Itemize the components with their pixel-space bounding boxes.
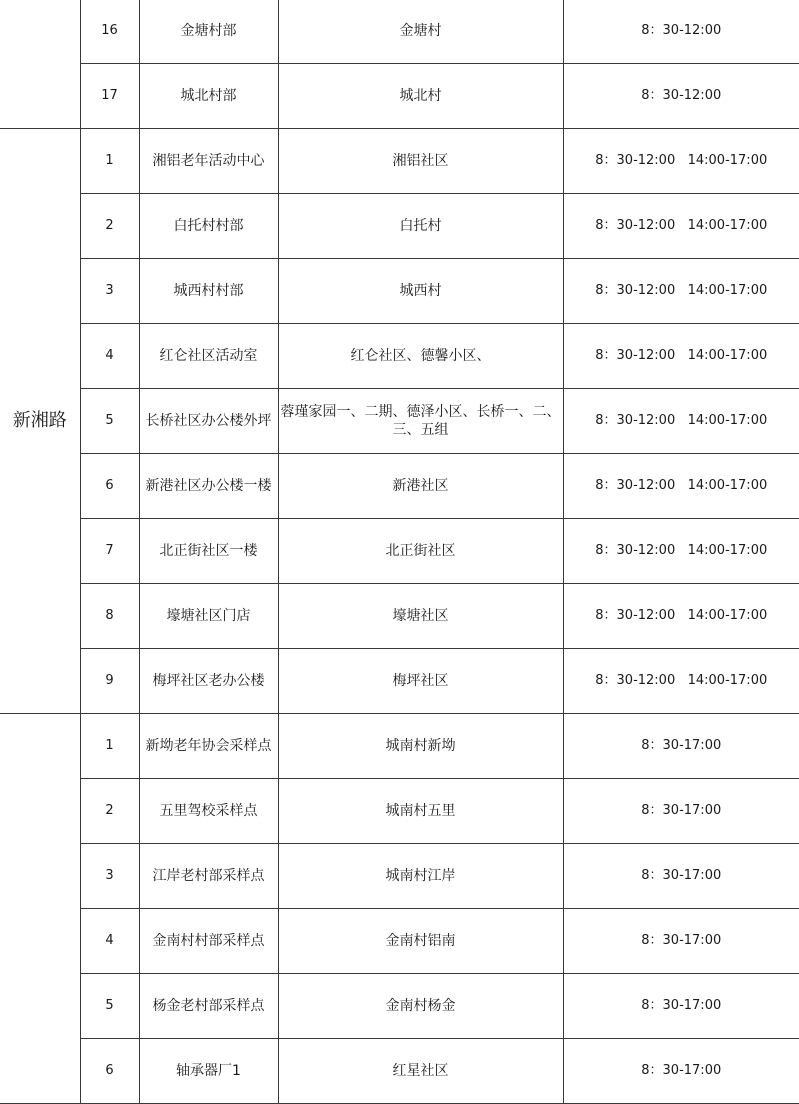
site-name-cell: 壕塘社区门店 — [139, 584, 278, 649]
sampling-time-cell: 8：30-17:00 — [563, 1039, 799, 1104]
service-area-cell: 城南村五里 — [278, 779, 563, 844]
table-row — [0, 259, 799, 324]
sampling-time-cell: 8：30-12:00 — [563, 0, 799, 64]
sampling-time-cell: 8：30-12:00 14:00-17:00 — [563, 649, 799, 714]
service-area-cell: 城北村 — [278, 64, 563, 129]
service-area-cell: 白托村 — [278, 194, 563, 259]
service-area-cell: 红仑社区、德馨小区、 — [278, 324, 563, 389]
table-row — [0, 779, 799, 844]
row-number-cell: 7 — [80, 519, 139, 584]
site-name-cell: 杨金老村部采样点 — [139, 974, 278, 1039]
table-row — [0, 389, 799, 454]
table-row — [0, 649, 799, 714]
site-name-cell: 北正街社区一楼 — [139, 519, 278, 584]
sampling-time-cell: 8：30-12:00 14:00-17:00 — [563, 129, 799, 194]
service-area-cell: 金南村铝南 — [278, 909, 563, 974]
site-name-cell: 金塘村部 — [139, 0, 278, 64]
site-name-cell: 长桥社区办公楼外坪 — [139, 389, 278, 454]
service-area-cell: 红星社区 — [278, 1039, 563, 1104]
sampling-time-cell: 8：30-12:00 14:00-17:00 — [563, 454, 799, 519]
sampling-time-cell: 8：30-12:00 14:00-17:00 — [563, 389, 799, 454]
table-row — [0, 194, 799, 259]
service-area-cell: 北正街社区 — [278, 519, 563, 584]
service-area-cell: 金塘村 — [278, 0, 563, 64]
service-area-cell: 壕塘社区 — [278, 584, 563, 649]
site-name-cell: 新港社区办公楼一楼 — [139, 454, 278, 519]
site-name-cell: 红仑社区活动室 — [139, 324, 278, 389]
row-number-cell: 17 — [80, 64, 139, 129]
row-number-cell: 8 — [80, 584, 139, 649]
service-area-cell: 蓉瑾家园一、二期、德泽小区、长桥一、二、三、五组 — [278, 389, 563, 454]
street-name-cell: 新湘路 — [0, 129, 80, 714]
table-row — [0, 0, 799, 64]
table-row — [0, 129, 799, 194]
row-number-cell: 1 — [80, 129, 139, 194]
site-name-cell: 城西村村部 — [139, 259, 278, 324]
sampling-time-cell: 8：30-12:00 — [563, 64, 799, 129]
row-number-cell: 4 — [80, 909, 139, 974]
sampling-time-cell: 8：30-12:00 14:00-17:00 — [563, 519, 799, 584]
row-number-cell: 9 — [80, 649, 139, 714]
table-row — [0, 714, 799, 779]
row-number-cell: 4 — [80, 324, 139, 389]
site-name-cell: 新坳老年协会采样点 — [139, 714, 278, 779]
street-name-cell — [0, 714, 80, 1104]
sampling-time-cell: 8：30-17:00 — [563, 779, 799, 844]
table-row — [0, 909, 799, 974]
row-number-cell: 2 — [80, 194, 139, 259]
service-area-cell: 城南村新坳 — [278, 714, 563, 779]
service-area-cell: 金南村杨金 — [278, 974, 563, 1039]
table-row — [0, 519, 799, 584]
row-number-cell: 5 — [80, 389, 139, 454]
sampling-time-cell: 8：30-17:00 — [563, 714, 799, 779]
table-row — [0, 324, 799, 389]
table-row — [0, 584, 799, 649]
sampling-time-cell: 8：30-17:00 — [563, 909, 799, 974]
sampling-time-cell: 8：30-12:00 14:00-17:00 — [563, 259, 799, 324]
service-area-cell: 新港社区 — [278, 454, 563, 519]
table-row — [0, 1039, 799, 1104]
table-row — [0, 974, 799, 1039]
site-name-cell: 白托村村部 — [139, 194, 278, 259]
street-name-cell — [0, 0, 80, 129]
sampling-time-cell: 8：30-12:00 14:00-17:00 — [563, 584, 799, 649]
sampling-time-cell: 8：30-12:00 14:00-17:00 — [563, 194, 799, 259]
site-name-cell: 五里驾校采样点 — [139, 779, 278, 844]
service-area-cell: 城南村江岸 — [278, 844, 563, 909]
site-name-cell: 湘铝老年活动中心 — [139, 129, 278, 194]
table-row — [0, 454, 799, 519]
service-area-cell: 湘铝社区 — [278, 129, 563, 194]
row-number-cell: 3 — [80, 844, 139, 909]
site-name-cell: 金南村村部采样点 — [139, 909, 278, 974]
site-name-cell: 城北村部 — [139, 64, 278, 129]
table-row — [0, 844, 799, 909]
sampling-time-cell: 8：30-17:00 — [563, 844, 799, 909]
site-name-cell: 梅坪社区老办公楼 — [139, 649, 278, 714]
row-number-cell: 16 — [80, 0, 139, 64]
row-number-cell: 5 — [80, 974, 139, 1039]
sampling-time-cell: 8：30-12:00 14:00-17:00 — [563, 324, 799, 389]
site-name-cell: 轴承器厂1 — [139, 1039, 278, 1104]
row-number-cell: 6 — [80, 454, 139, 519]
sampling-time-cell: 8：30-17:00 — [563, 974, 799, 1039]
row-number-cell: 2 — [80, 779, 139, 844]
service-area-cell: 城西村 — [278, 259, 563, 324]
table-row — [0, 64, 799, 129]
service-area-cell: 梅坪社区 — [278, 649, 563, 714]
site-name-cell: 江岸老村部采样点 — [139, 844, 278, 909]
row-number-cell: 6 — [80, 1039, 139, 1104]
row-number-cell: 3 — [80, 259, 139, 324]
row-number-cell: 1 — [80, 714, 139, 779]
